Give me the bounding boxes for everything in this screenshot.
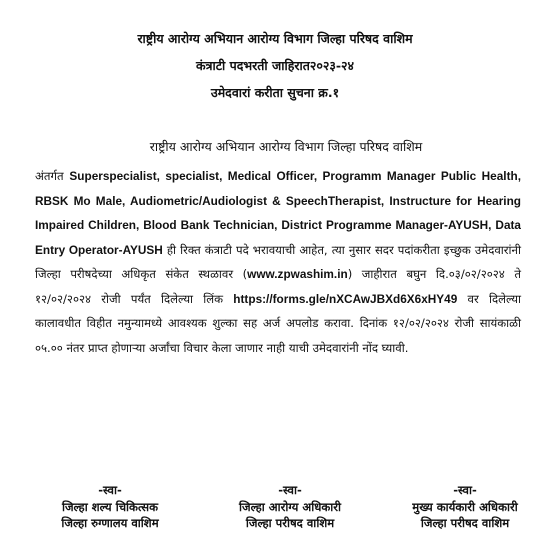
- body-text-part-4: वर दिलेल्या कालावधीत विहीत नमुन्यामध्ये आवश्यक शुल्का सह अर्ज अपलोड करावा. दिनांक १२/०२/२०२४ रोजी सायंकाळी ०५.०० नंतर प्राप्त होणाऱ्या अर्जांचा विचार केला जाणार नाही याची उमेदवारांनी नोंद घ्यावी.: [35, 291, 521, 355]
- signatory-title: जिल्हा शल्य चिकित्सक: [61, 499, 159, 514]
- signatory-office: जिल्हा रुग्णालय वाशिम: [61, 516, 159, 530]
- signatory-title: जिल्हा आरोग्य अधिकारी: [238, 499, 342, 514]
- header-recruitment-title: कंत्राटी पदभरती जाहिरात२०२३-२४: [195, 58, 355, 73]
- signature-mark: -स्वा-: [453, 483, 477, 497]
- signature-mark: -स्वा-: [98, 483, 122, 497]
- signatory-ceo: [385, 482, 545, 532]
- signatory-title: मुख्य कार्यकारी अधिकारी: [412, 499, 518, 514]
- header-organization: राष्ट्रीय आरोग्य अभियान आरोग्य विभाग जिल्हा परिषद वाशिम: [137, 31, 413, 46]
- body-text-part-2: ही रिक्त कंत्राटी पदे भरावयाची आहेत, त्या नुसार सदर पदांकरीता इच्छुक उमेदवारांनी जिल्हा परीषदेच्या अधिकृत संकेत स्थळावर (: [35, 242, 521, 281]
- application-form-link[interactable]: https://forms.gle/nXCAwJBXd6X6xHY49: [233, 291, 458, 306]
- signatory-office: जिल्हा परीषद वाशिम: [420, 516, 510, 530]
- body-text-part-1: अंतर्गत: [35, 169, 70, 183]
- header-notice-number: उमेदवारां करीता सुचना क्र.१: [210, 85, 340, 100]
- posts-list: Superspecialist, specialist, Medical Officer, Programm Manager Public Health, RBSK Mo Male, Audiometric/Audiologist & SpeechTherapist, Instructure for Hearing Impaired Children, Blood Bank Technician, District Programme Manager-AYUSH, Data Entry Operator-AYUSH: [35, 169, 521, 257]
- signatory-district-health-officer: [215, 482, 365, 532]
- intro-line: राष्ट्रीय आरोग्य अभियान आरोग्य विभाग जिल्हा परिषद वाशिम: [149, 139, 423, 154]
- notice-body: [35, 164, 521, 360]
- signatory-office: जिल्हा परीषद वाशिम: [245, 516, 335, 530]
- website-link[interactable]: www.zpwashim.in: [247, 267, 348, 281]
- signature-mark: -स्वा-: [278, 483, 302, 497]
- body-text-part-3: ) जाहीरात बघुन दि.०३/०२/२०२४ ते १२/०२/२०२४ रोजी पर्यंत दिलेल्या लिंक: [35, 267, 521, 306]
- signatory-civil-surgeon: [35, 482, 185, 532]
